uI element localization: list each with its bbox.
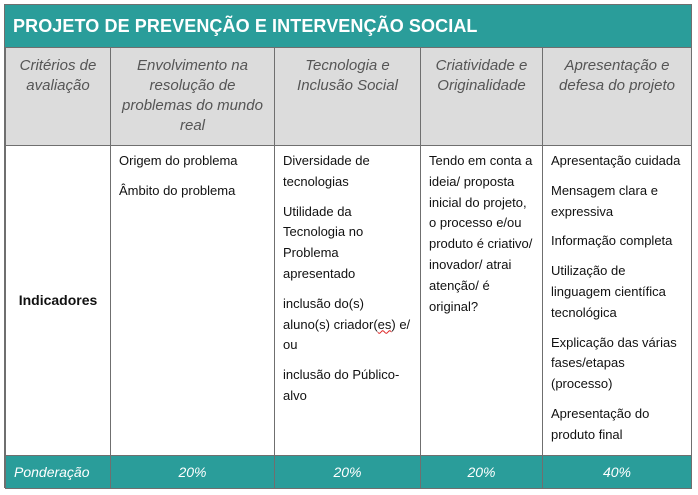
column-header-apresentacao: Apresentação e defesa do projeto <box>543 48 692 146</box>
indicator-item: Mensagem clara e expressiva <box>551 182 658 219</box>
indicator-item: Explicação das várias fases/etapas (processo) <box>551 334 677 392</box>
weighting-value: 40% <box>543 456 692 489</box>
indicator-item: Tendo em conta a ideia/ proposta inicial do projeto, o processo e/ou produto é criativo/ inovador/ atrai atenção/ é original? <box>429 153 533 314</box>
weighting-value: 20% <box>111 456 275 489</box>
criteria-header: Critérios de avaliação <box>6 48 111 146</box>
indicators-cell-tecnologia <box>275 146 421 456</box>
column-header-envolvimento: Envolvimento na resolução de problemas do mundo real <box>111 48 275 146</box>
indicator-item: Apresentação cuidada <box>551 153 681 168</box>
indicator-item: Apresentação do produto final <box>551 405 650 442</box>
indicator-text: inclusão do(s) aluno(s) criador( <box>283 295 378 332</box>
indicators-label: Indicadores <box>6 146 111 456</box>
indicator-text: ) e/ ou <box>283 316 411 353</box>
indicator-item: Âmbito do problema <box>119 182 236 198</box>
indicators-cell-envolvimento <box>111 146 275 456</box>
weighting-row <box>6 456 692 489</box>
indicator-item: inclusão do Público-alvo <box>283 367 400 403</box>
indicator-item: Utilização de linguagem científica tecnológica <box>551 263 666 320</box>
indicator-item: Diversidade de tecnologias <box>283 153 370 189</box>
indicator-item: Informação completa <box>551 233 673 249</box>
indicator-item <box>283 294 414 356</box>
header-row <box>6 48 692 146</box>
evaluation-table-frame <box>4 4 692 488</box>
column-header-criatividade: Criatividade e Originalidade <box>421 48 543 146</box>
evaluation-table <box>5 47 692 489</box>
page-title: PROJETO DE PREVENÇÃO E INTERVENÇÃO SOCIAL <box>5 5 691 47</box>
weighting-value: 20% <box>421 456 543 489</box>
indicators-cell-apresentacao <box>543 146 692 456</box>
indicator-item: Origem do problema <box>119 153 238 168</box>
indicators-cell-criatividade <box>421 146 543 456</box>
indicator-item: Utilidade da Tecnologia no Problema apresentado <box>283 203 364 281</box>
spellcheck-underlined-text: es <box>377 316 392 332</box>
indicators-row <box>6 146 692 456</box>
weighting-value: 20% <box>275 456 421 489</box>
column-header-tecnologia: Tecnologia e Inclusão Social <box>275 48 421 146</box>
weighting-label: Ponderação <box>6 456 111 489</box>
